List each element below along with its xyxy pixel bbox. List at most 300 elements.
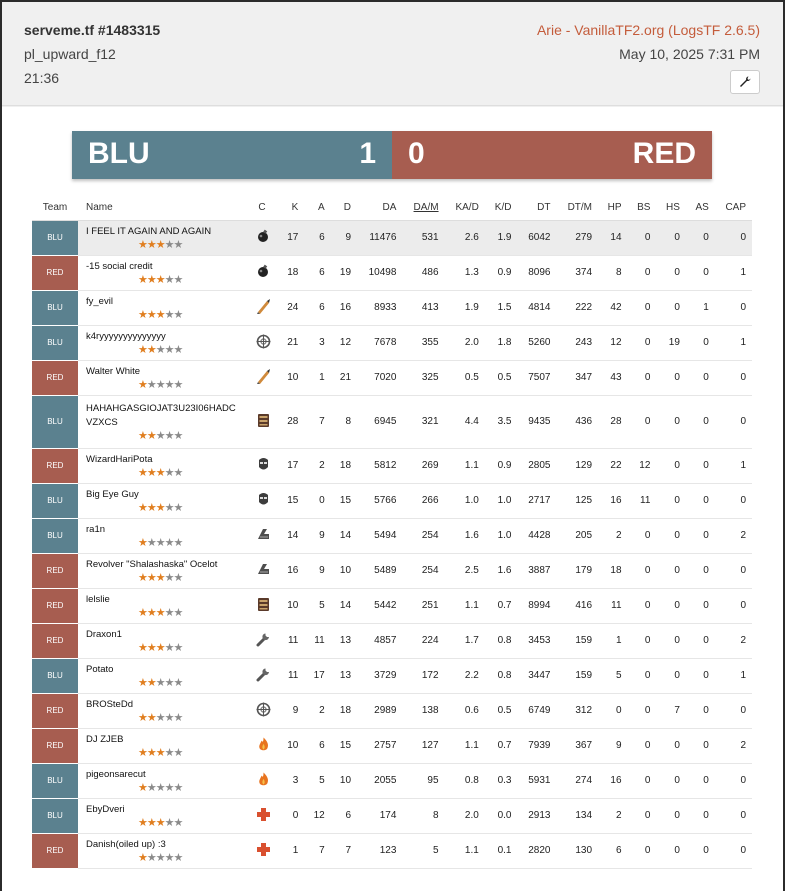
stat-deaths: 19 <box>331 255 357 290</box>
class-cell <box>246 763 278 798</box>
player-name-cell[interactable] <box>78 448 246 483</box>
player-name[interactable]: DJ ZJEB <box>86 733 124 745</box>
player-rating-stars <box>86 607 238 619</box>
medic-icon <box>255 841 272 858</box>
stat-kad: 1.7 <box>445 623 485 658</box>
stat-deaths: 12 <box>331 325 357 360</box>
stat-airshots: 0 <box>686 658 715 693</box>
medic-icon <box>255 806 272 823</box>
star-icon: ★ <box>164 571 174 584</box>
player-name[interactable]: ra1n <box>86 523 106 535</box>
team-badge: BLU <box>32 325 78 360</box>
spy-icon <box>255 491 272 508</box>
stat-kad: 2.6 <box>445 220 485 255</box>
col-assists[interactable]: A <box>304 196 330 220</box>
player-name-cell[interactable] <box>78 483 246 518</box>
stat-backstabs: 0 <box>628 255 657 290</box>
stat-damage-per-minute: 355 <box>402 325 444 360</box>
stat-airshots: 0 <box>686 395 715 448</box>
stat-backstabs: 0 <box>628 518 657 553</box>
stat-assists: 0 <box>304 483 330 518</box>
stat-airshots: 0 <box>686 833 715 868</box>
spy-icon <box>255 456 272 473</box>
col-backstabs[interactable]: BS <box>628 196 657 220</box>
stat-airshots: 0 <box>686 448 715 483</box>
stat-airshots: 0 <box>686 518 715 553</box>
stat-damage-taken-per-minute: 347 <box>556 360 598 395</box>
stat-captures: 0 <box>715 290 752 325</box>
star-icon: ★ <box>146 676 156 689</box>
stat-damage-taken: 5931 <box>517 763 556 798</box>
star-icon: ★ <box>146 816 156 829</box>
stat-deaths: 9 <box>331 220 357 255</box>
col-kills[interactable]: K <box>278 196 304 220</box>
stat-backstabs: 0 <box>628 395 657 448</box>
player-name-cell[interactable] <box>78 658 246 693</box>
team-badge: RED <box>32 553 78 588</box>
table-row <box>32 255 752 290</box>
stat-kd: 1.9 <box>485 220 518 255</box>
stat-backstabs: 0 <box>628 623 657 658</box>
stat-damage-taken: 2717 <box>517 483 556 518</box>
player-name-cell[interactable] <box>78 518 246 553</box>
col-damage[interactable]: DA <box>357 196 402 220</box>
player-name-cell[interactable] <box>78 833 246 868</box>
stat-kd: 0.5 <box>485 360 518 395</box>
stat-damage: 3729 <box>357 658 402 693</box>
stat-damage: 5489 <box>357 553 402 588</box>
heavy-icon <box>255 412 272 429</box>
stat-damage: 7020 <box>357 360 402 395</box>
player-name[interactable]: EbyDveri <box>86 803 125 815</box>
stat-kills: 24 <box>278 290 304 325</box>
star-icon: ★ <box>173 466 183 479</box>
star-icon: ★ <box>138 781 147 794</box>
stat-damage-taken: 7939 <box>517 728 556 763</box>
col-name[interactable]: Name <box>78 196 246 220</box>
star-icon: ★ <box>164 641 174 654</box>
stat-deaths: 18 <box>331 448 357 483</box>
stat-headshots: 19 <box>656 325 686 360</box>
stat-backstabs: 0 <box>628 220 657 255</box>
team-badge: BLU <box>32 798 78 833</box>
stat-kad: 1.6 <box>445 518 485 553</box>
red-team-label: RED <box>632 137 696 170</box>
player-name-cell[interactable] <box>78 325 246 360</box>
star-icon: ★ <box>155 571 165 584</box>
stat-deaths: 16 <box>331 290 357 325</box>
player-name[interactable]: Danish(oiled up) :3 <box>86 838 166 850</box>
stat-damage: 2055 <box>357 763 402 798</box>
team-badge: BLU <box>32 483 78 518</box>
stat-kills: 17 <box>278 448 304 483</box>
team-badge: RED <box>32 448 78 483</box>
player-rating-stars <box>86 642 238 654</box>
col-damage-taken[interactable]: DT <box>517 196 556 220</box>
star-icon: ★ <box>164 501 174 514</box>
stat-headshots: 0 <box>656 728 686 763</box>
stat-damage-taken: 8994 <box>517 588 556 623</box>
player-name-cell[interactable] <box>78 588 246 623</box>
stat-headshots: 0 <box>656 483 686 518</box>
col-deaths[interactable]: D <box>331 196 357 220</box>
stat-health-packs: 5 <box>598 658 628 693</box>
stat-headshots: 0 <box>656 220 686 255</box>
stat-kad: 2.2 <box>445 658 485 693</box>
stat-kd: 0.7 <box>485 588 518 623</box>
star-icon: ★ <box>173 816 183 829</box>
stat-captures: 0 <box>715 553 752 588</box>
class-cell <box>246 658 278 693</box>
star-icon: ★ <box>155 746 165 759</box>
star-icon: ★ <box>173 641 183 654</box>
stat-kd: 0.0 <box>485 798 518 833</box>
stat-assists: 6 <box>304 255 330 290</box>
class-cell <box>246 588 278 623</box>
star-icon: ★ <box>146 466 156 479</box>
star-icon: ★ <box>173 781 183 794</box>
scout-icon <box>255 526 272 543</box>
player-name[interactable]: HAHAHGASGIOJAT3U23I06HADCVZXCS <box>86 402 236 428</box>
star-icon: ★ <box>173 851 183 864</box>
stat-damage-per-minute: 172 <box>402 658 444 693</box>
player-name[interactable]: Big Eye Guy <box>86 488 139 500</box>
star-icon: ★ <box>173 378 183 391</box>
star-icon: ★ <box>146 746 156 759</box>
stat-headshots: 0 <box>656 553 686 588</box>
star-icon: ★ <box>155 308 165 321</box>
star-icon: ★ <box>155 711 165 724</box>
stat-damage-taken-per-minute: 279 <box>556 220 598 255</box>
player-name-cell[interactable] <box>78 395 246 448</box>
player-name[interactable]: BROSteDd <box>86 698 133 710</box>
col-damage-taken-per-minute[interactable]: DT/M <box>556 196 598 220</box>
player-name-cell[interactable] <box>78 693 246 728</box>
player-name[interactable]: Draxon1 <box>86 628 122 640</box>
star-icon: ★ <box>138 851 147 864</box>
player-name[interactable]: Potato <box>86 663 114 675</box>
stat-kd: 0.5 <box>485 693 518 728</box>
star-icon: ★ <box>138 816 147 829</box>
stat-kd: 0.8 <box>485 658 518 693</box>
stat-damage-per-minute: 266 <box>402 483 444 518</box>
stat-damage-taken: 5260 <box>517 325 556 360</box>
player-rating-stars <box>86 572 238 584</box>
stat-airshots: 0 <box>686 360 715 395</box>
stat-kills: 11 <box>278 658 304 693</box>
stat-damage-taken-per-minute: 179 <box>556 553 598 588</box>
stat-assists: 6 <box>304 290 330 325</box>
star-icon: ★ <box>164 308 174 321</box>
class-cell <box>246 553 278 588</box>
player-name-cell[interactable] <box>78 623 246 658</box>
stat-damage-per-minute: 254 <box>402 518 444 553</box>
player-name-cell[interactable] <box>78 290 246 325</box>
stat-kad: 0.6 <box>445 693 485 728</box>
stat-kd: 3.5 <box>485 395 518 448</box>
red-score-panel <box>392 131 712 179</box>
stat-headshots: 0 <box>656 518 686 553</box>
star-icon: ★ <box>164 378 174 391</box>
stat-kad: 1.1 <box>445 728 485 763</box>
stat-kills: 0 <box>278 798 304 833</box>
stat-captures: 0 <box>715 588 752 623</box>
sniper-icon <box>255 701 272 718</box>
blu-score-panel <box>72 131 392 179</box>
star-icon: ★ <box>138 501 147 514</box>
stat-airshots: 1 <box>686 290 715 325</box>
player-name-cell[interactable] <box>78 220 246 255</box>
stat-deaths: 15 <box>331 728 357 763</box>
class-cell <box>246 518 278 553</box>
star-icon: ★ <box>146 429 156 442</box>
player-rating-stars <box>86 677 238 689</box>
stat-kad: 1.1 <box>445 833 485 868</box>
col-team[interactable]: Team <box>32 196 78 220</box>
star-icon: ★ <box>155 606 165 619</box>
stat-airshots: 0 <box>686 763 715 798</box>
stat-kills: 16 <box>278 553 304 588</box>
stat-damage-taken-per-minute: 130 <box>556 833 598 868</box>
stat-kd: 1.6 <box>485 553 518 588</box>
red-score: 0 <box>408 137 425 170</box>
table-row <box>32 518 752 553</box>
stat-damage: 2989 <box>357 693 402 728</box>
player-name[interactable]: fy_evil <box>86 295 113 307</box>
stat-health-packs: 2 <box>598 518 628 553</box>
stat-captures: 0 <box>715 483 752 518</box>
map-name: pl_upward_f12 <box>24 46 116 62</box>
star-icon: ★ <box>138 606 147 619</box>
player-name-cell[interactable] <box>78 553 246 588</box>
stat-headshots: 7 <box>656 693 686 728</box>
star-icon: ★ <box>138 273 147 286</box>
player-name[interactable]: pigeonsarecut <box>86 768 146 780</box>
stat-kad: 4.4 <box>445 395 485 448</box>
star-icon: ★ <box>138 429 147 442</box>
col-damage-per-minute[interactable]: DA/M <box>402 196 444 220</box>
stat-captures: 2 <box>715 518 752 553</box>
stat-assists: 6 <box>304 728 330 763</box>
stat-captures: 1 <box>715 325 752 360</box>
col-class[interactable]: C <box>246 196 278 220</box>
stat-kd: 0.7 <box>485 728 518 763</box>
star-icon: ★ <box>164 711 174 724</box>
stat-kad: 1.0 <box>445 483 485 518</box>
stat-kd: 0.8 <box>485 623 518 658</box>
col-airshots[interactable]: AS <box>686 196 715 220</box>
stat-backstabs: 0 <box>628 588 657 623</box>
col-kad[interactable]: KA/D <box>445 196 485 220</box>
stat-damage: 2757 <box>357 728 402 763</box>
log-header <box>2 2 783 106</box>
player-name[interactable]: WizardHariPota <box>86 453 153 465</box>
player-name[interactable]: lelslie <box>86 593 110 605</box>
player-rating-stars <box>86 782 238 794</box>
player-rating-stars <box>86 747 238 759</box>
stat-damage-per-minute: 254 <box>402 553 444 588</box>
class-cell <box>246 290 278 325</box>
stat-kad: 1.9 <box>445 290 485 325</box>
stat-damage-taken-per-minute: 243 <box>556 325 598 360</box>
star-icon: ★ <box>155 781 165 794</box>
stat-kills: 10 <box>278 728 304 763</box>
stat-backstabs: 0 <box>628 763 657 798</box>
stat-kad: 2.5 <box>445 553 485 588</box>
star-icon: ★ <box>164 238 174 251</box>
stat-kills: 14 <box>278 518 304 553</box>
table-row <box>32 693 752 728</box>
col-headshots[interactable]: HS <box>656 196 686 220</box>
stat-damage-per-minute: 413 <box>402 290 444 325</box>
star-icon: ★ <box>155 466 165 479</box>
player-name-cell[interactable] <box>78 255 246 290</box>
wrench-icon <box>739 76 751 88</box>
stat-headshots: 0 <box>656 395 686 448</box>
stat-backstabs: 0 <box>628 325 657 360</box>
stat-damage: 8933 <box>357 290 402 325</box>
class-cell <box>246 395 278 448</box>
stat-health-packs: 43 <box>598 360 628 395</box>
stat-kills: 3 <box>278 763 304 798</box>
stat-health-packs: 11 <box>598 588 628 623</box>
stat-damage-taken-per-minute: 367 <box>556 728 598 763</box>
star-icon: ★ <box>138 308 147 321</box>
star-icon: ★ <box>164 746 174 759</box>
stat-airshots: 0 <box>686 220 715 255</box>
engineer-icon <box>255 631 272 648</box>
stat-damage-taken-per-minute: 436 <box>556 395 598 448</box>
stat-backstabs: 0 <box>628 798 657 833</box>
star-icon: ★ <box>155 343 165 356</box>
player-name[interactable]: Revolver "Shalashaska" Ocelot <box>86 558 218 570</box>
stat-backstabs: 0 <box>628 693 657 728</box>
star-icon: ★ <box>138 343 147 356</box>
player-rating-stars <box>86 274 238 286</box>
stat-deaths: 13 <box>331 623 357 658</box>
star-icon: ★ <box>164 429 174 442</box>
stat-damage-per-minute: 486 <box>402 255 444 290</box>
stat-backstabs: 12 <box>628 448 657 483</box>
stat-backstabs: 0 <box>628 290 657 325</box>
class-cell <box>246 623 278 658</box>
team-badge: BLU <box>32 658 78 693</box>
stat-damage-per-minute: 531 <box>402 220 444 255</box>
stat-health-packs: 22 <box>598 448 628 483</box>
team-badge: RED <box>32 728 78 763</box>
player-name[interactable]: -15 social credit <box>86 260 153 272</box>
star-icon: ★ <box>155 676 165 689</box>
stat-kills: 10 <box>278 360 304 395</box>
star-icon: ★ <box>164 536 174 549</box>
table-row <box>32 833 752 868</box>
player-rating-stars <box>86 239 238 251</box>
stat-captures: 0 <box>715 395 752 448</box>
soldier-icon <box>255 368 272 385</box>
class-cell <box>246 360 278 395</box>
player-name[interactable]: Walter White <box>86 365 141 377</box>
stat-headshots: 0 <box>656 833 686 868</box>
star-icon: ★ <box>146 571 156 584</box>
stat-assists: 2 <box>304 448 330 483</box>
class-cell <box>246 728 278 763</box>
table-row <box>32 483 752 518</box>
stat-health-packs: 8 <box>598 255 628 290</box>
log-source-link[interactable]: Arie - VanillaTF2.org (LogsTF 2.6.5) <box>536 22 760 38</box>
stat-captures: 0 <box>715 798 752 833</box>
player-name[interactable]: I FEEL IT AGAIN AND AGAIN <box>86 225 212 237</box>
team-badge: RED <box>32 255 78 290</box>
class-cell <box>246 255 278 290</box>
stat-assists: 17 <box>304 658 330 693</box>
player-name-cell[interactable] <box>78 763 246 798</box>
table-row <box>32 220 752 255</box>
player-name-cell[interactable] <box>78 728 246 763</box>
stat-health-packs: 16 <box>598 763 628 798</box>
stat-assists: 2 <box>304 693 330 728</box>
star-icon: ★ <box>146 273 156 286</box>
star-icon: ★ <box>164 851 174 864</box>
player-rating-stars <box>86 537 238 549</box>
star-icon: ★ <box>155 641 165 654</box>
stat-backstabs: 0 <box>628 833 657 868</box>
tools-button[interactable] <box>730 70 760 94</box>
player-name[interactable]: k4ryyyyyyyyyyyyyy <box>86 330 166 342</box>
stat-damage-taken-per-minute: 312 <box>556 693 598 728</box>
stat-assists: 12 <box>304 798 330 833</box>
stat-damage: 5812 <box>357 448 402 483</box>
star-icon: ★ <box>146 606 156 619</box>
stat-airshots: 0 <box>686 553 715 588</box>
stat-kills: 15 <box>278 483 304 518</box>
blu-score: 1 <box>359 137 376 170</box>
player-name-cell[interactable] <box>78 798 246 833</box>
stat-damage-per-minute: 224 <box>402 623 444 658</box>
col-captures[interactable]: CAP <box>715 196 752 220</box>
stat-kad: 0.5 <box>445 360 485 395</box>
star-icon: ★ <box>146 536 156 549</box>
table-row <box>32 553 752 588</box>
stat-kad: 2.0 <box>445 798 485 833</box>
table-row <box>32 325 752 360</box>
stat-damage: 7678 <box>357 325 402 360</box>
table-row <box>32 728 752 763</box>
star-icon: ★ <box>155 536 165 549</box>
stat-deaths: 18 <box>331 693 357 728</box>
star-icon: ★ <box>173 676 183 689</box>
stat-damage-taken: 9435 <box>517 395 556 448</box>
stat-deaths: 7 <box>331 833 357 868</box>
player-name-cell[interactable] <box>78 360 246 395</box>
col-kd[interactable]: K/D <box>485 196 518 220</box>
stat-backstabs: 0 <box>628 360 657 395</box>
demoman-icon <box>255 263 272 280</box>
team-badge: BLU <box>32 763 78 798</box>
star-icon: ★ <box>146 501 156 514</box>
stat-damage-per-minute: 325 <box>402 360 444 395</box>
stat-backstabs: 11 <box>628 483 657 518</box>
stat-kd: 0.3 <box>485 763 518 798</box>
col-health-packs[interactable]: HP <box>598 196 628 220</box>
stat-kills: 28 <box>278 395 304 448</box>
stat-headshots: 0 <box>656 290 686 325</box>
table-row <box>32 623 752 658</box>
heavy-icon <box>255 596 272 613</box>
star-icon: ★ <box>155 816 165 829</box>
stat-damage-per-minute: 127 <box>402 728 444 763</box>
stat-damage-per-minute: 5 <box>402 833 444 868</box>
class-cell <box>246 693 278 728</box>
